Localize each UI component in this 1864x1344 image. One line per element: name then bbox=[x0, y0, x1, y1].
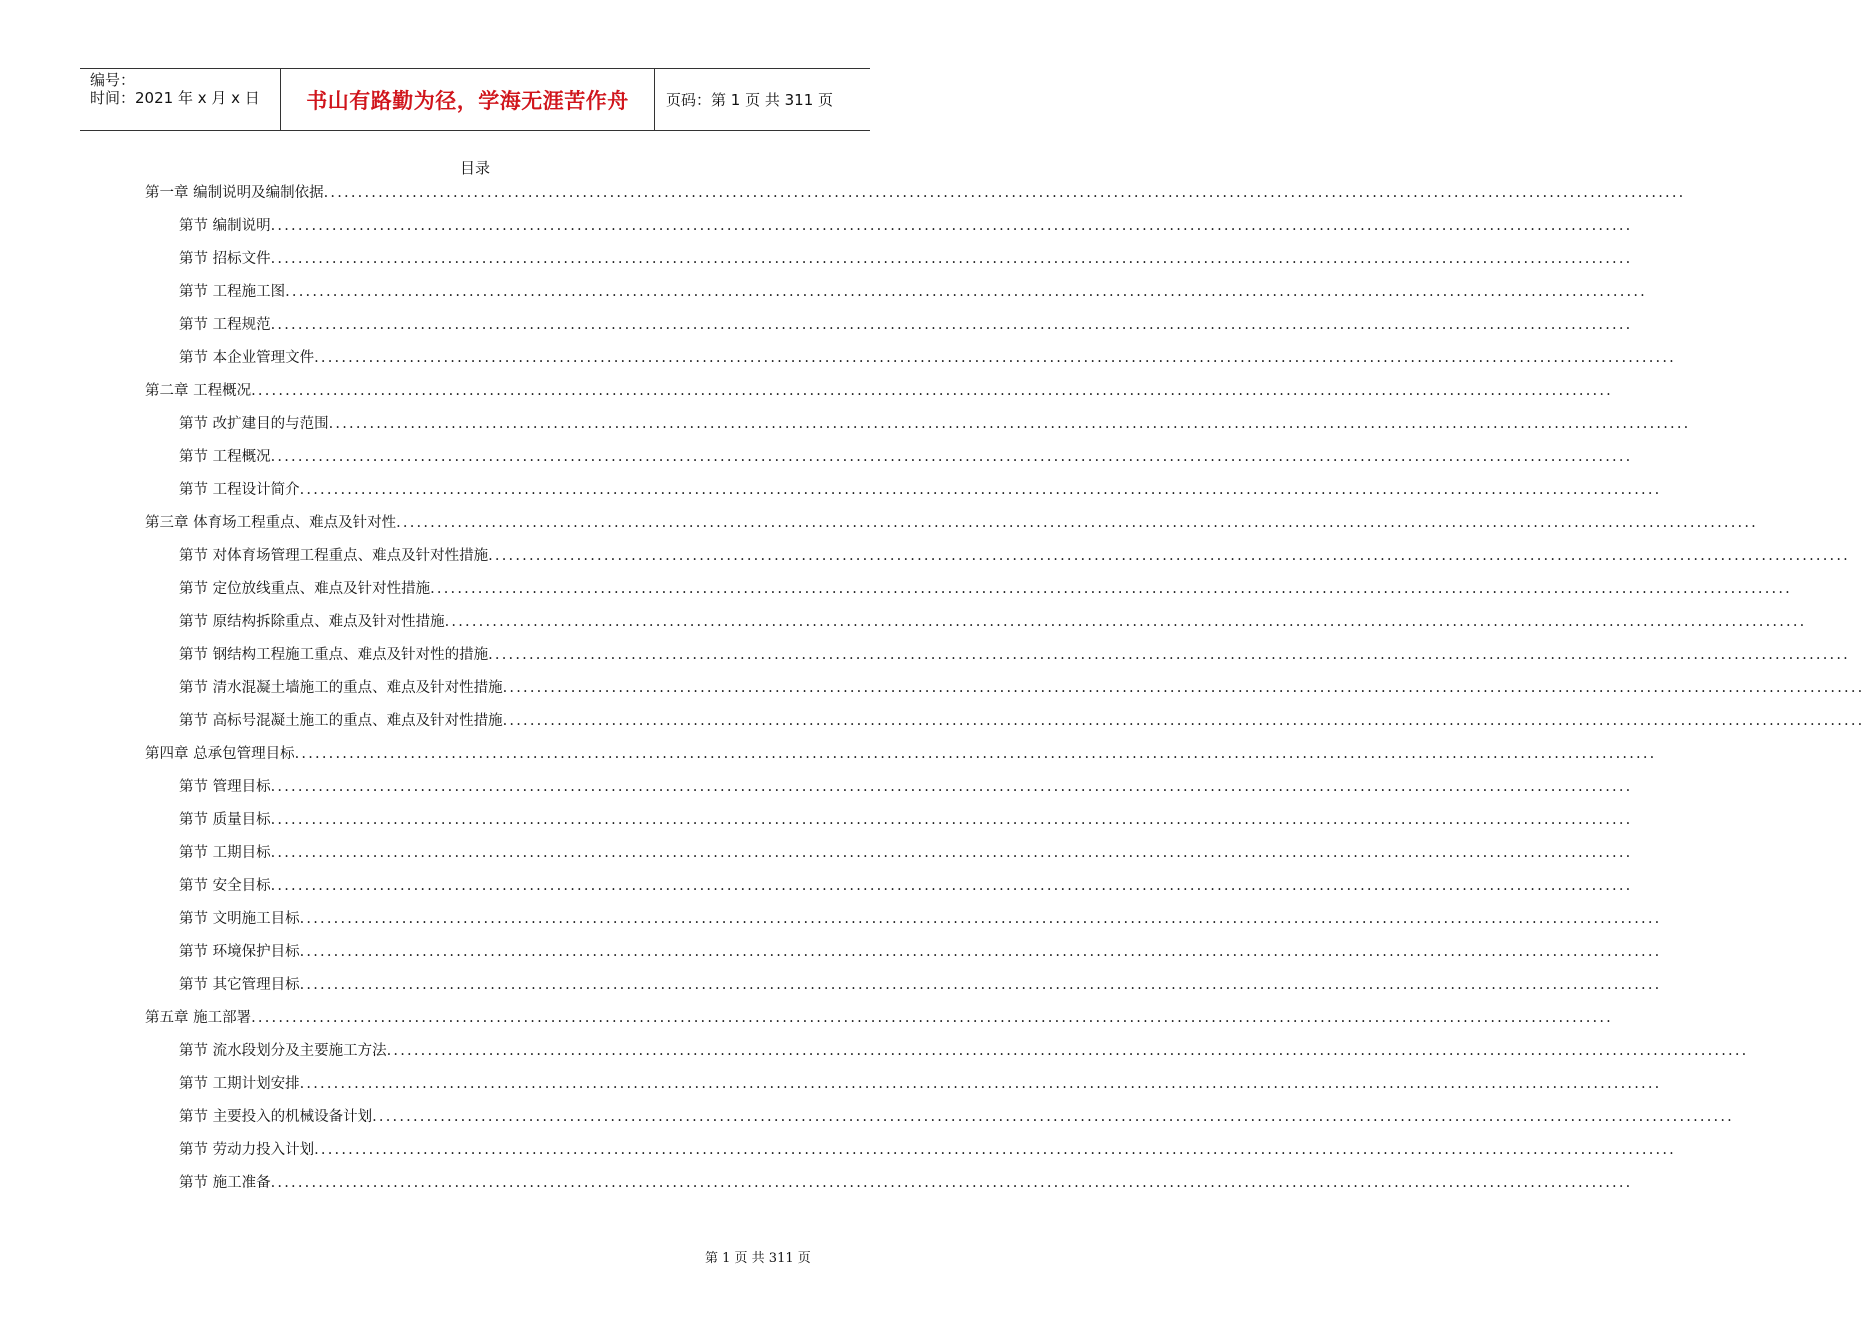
toc-entry-label: 第节 施工准备 bbox=[179, 1175, 271, 1191]
toc-leader-dots: ........................................................................................................................................................................................................ bbox=[314, 1142, 1676, 1158]
toc-entry-label: 第节 工程概况 bbox=[179, 449, 271, 465]
toc-entry-label: 第节 对体育场管理工程重点、难点及针对性措施 bbox=[179, 548, 489, 564]
toc-entry-label: 第四章 总承包管理目标 bbox=[145, 746, 295, 762]
toc-chapter-entry bbox=[145, 379, 1613, 401]
toc-leader-dots: ........................................................................................................................................................................................................ bbox=[270, 779, 1633, 795]
toc-section-entry bbox=[179, 412, 1691, 434]
toc-entry-label: 第节 高标号混凝土施工的重点、难点及针对性措施 bbox=[179, 713, 503, 729]
toc-section-entry bbox=[179, 808, 1633, 830]
toc-section-entry bbox=[179, 841, 1633, 863]
header-motto: 书山有路勤为径，学海无涯苦作舟 bbox=[306, 88, 629, 113]
toc-entry-label: 第节 工程规范 bbox=[179, 317, 271, 333]
toc-leader-dots: ........................................................................................................................................................................................................ bbox=[502, 713, 1864, 729]
header-meta-cell bbox=[80, 69, 281, 130]
toc-entry-label: 第五章 施工部署 bbox=[145, 1010, 252, 1026]
toc-section-entry bbox=[179, 1171, 1633, 1193]
toc-entry-label: 第节 工期目标 bbox=[179, 845, 271, 861]
toc-entry-label: 第节 管理目标 bbox=[179, 779, 271, 795]
toc-chapter-entry bbox=[145, 511, 1758, 533]
toc-leader-dots: ........................................................................................................................................................................................................ bbox=[270, 1175, 1633, 1191]
toc-leader-dots: ........................................................................................................................................................................................................ bbox=[299, 1076, 1662, 1092]
toc-leader-dots: ........................................................................................................................................................................................................ bbox=[488, 647, 1850, 663]
toc-section-entry bbox=[179, 445, 1633, 467]
header-motto-cell bbox=[281, 69, 655, 130]
toc-section-entry bbox=[179, 313, 1633, 335]
toc-section-entry bbox=[179, 610, 1807, 632]
toc-section-entry bbox=[179, 280, 1647, 302]
toc-section-entry bbox=[179, 676, 1864, 698]
toc-title: 目录 bbox=[459, 159, 490, 177]
toc-leader-dots: ........................................................................................................................................................................................................ bbox=[299, 482, 1662, 498]
toc-section-entry bbox=[179, 907, 1662, 929]
document-header bbox=[80, 68, 870, 131]
toc-leader-dots: ........................................................................................................................................................................................................ bbox=[294, 746, 1657, 762]
toc-entry-label: 第节 环境保护目标 bbox=[179, 944, 300, 960]
toc-leader-dots: ........................................................................................................................................................................................................ bbox=[270, 251, 1633, 267]
toc-leader-dots: ........................................................................................................................................................................................................ bbox=[270, 878, 1633, 894]
toc-entry-label: 第节 工程施工图 bbox=[179, 284, 286, 300]
toc-section-entry bbox=[179, 346, 1676, 368]
toc-entry-label: 第一章 编制说明及编制依据 bbox=[145, 185, 324, 201]
toc-leader-dots: ........................................................................................................................................................................................................ bbox=[299, 977, 1662, 993]
toc-entry-label: 第节 改扩建目的与范围 bbox=[179, 416, 329, 432]
toc-chapter-entry bbox=[145, 1006, 1613, 1028]
toc-entry-label: 第节 编制说明 bbox=[179, 218, 271, 234]
toc-leader-dots: ........................................................................................................................................................................................................ bbox=[444, 614, 1807, 630]
toc-leader-dots: ........................................................................................................................................................................................................ bbox=[502, 680, 1864, 696]
toc-section-entry bbox=[179, 214, 1633, 236]
toc-entry-label: 第节 劳动力投入计划 bbox=[179, 1142, 315, 1158]
toc-section-entry bbox=[179, 1039, 1749, 1061]
toc-leader-dots: ........................................................................................................................................................................................................ bbox=[270, 317, 1633, 333]
toc-section-entry bbox=[179, 544, 1850, 566]
toc-leader-dots: ........................................................................................................................................................................................................ bbox=[251, 383, 1613, 399]
toc-leader-dots: ........................................................................................................................................................................................................ bbox=[299, 911, 1662, 927]
toc-section-entry bbox=[179, 577, 1792, 599]
toc-leader-dots: ........................................................................................................................................................................................................ bbox=[488, 548, 1850, 564]
header-page-code: 页码：第 1 页 共 311 页 bbox=[666, 91, 834, 109]
toc-entry-label: 第节 文明施工目标 bbox=[179, 911, 300, 927]
toc-leader-dots: ........................................................................................................................................................................................................ bbox=[314, 350, 1676, 366]
toc-leader-dots: ........................................................................................................................................................................................................ bbox=[386, 1043, 1749, 1059]
toc-entry-label: 第节 主要投入的机械设备计划 bbox=[179, 1109, 373, 1125]
toc-chapter-entry bbox=[145, 181, 1686, 203]
toc-leader-dots: ........................................................................................................................................................................................................ bbox=[270, 449, 1633, 465]
toc-leader-dots: ........................................................................................................................................................................................................ bbox=[372, 1109, 1734, 1125]
toc-chapter-entry bbox=[145, 742, 1657, 764]
header-page-cell bbox=[655, 69, 870, 130]
toc-entry-label: 第节 其它管理目标 bbox=[179, 977, 300, 993]
toc-section-entry bbox=[179, 709, 1864, 731]
toc-section-entry bbox=[179, 478, 1662, 500]
toc-leader-dots: ........................................................................................................................................................................................................ bbox=[285, 284, 1647, 300]
toc-leader-dots: ........................................................................................................................................................................................................ bbox=[323, 185, 1686, 201]
toc-section-entry bbox=[179, 1138, 1676, 1160]
toc-leader-dots: ........................................................................................................................................................................................................ bbox=[270, 845, 1633, 861]
page-footer: 第 1 页 共 311 页 bbox=[705, 1251, 811, 1266]
toc-entry-label: 第节 工程设计简介 bbox=[179, 482, 300, 498]
toc-section-entry bbox=[179, 775, 1633, 797]
toc-entry-label: 第节 流水段划分及主要施工方法 bbox=[179, 1043, 387, 1059]
toc-leader-dots: ........................................................................................................................................................................................................ bbox=[270, 812, 1633, 828]
toc-leader-dots: ........................................................................................................................................................................................................ bbox=[328, 416, 1691, 432]
toc-entry-label: 第节 工期计划安排 bbox=[179, 1076, 300, 1092]
toc-section-entry bbox=[179, 643, 1850, 665]
toc-entry-label: 第节 本企业管理文件 bbox=[179, 350, 315, 366]
toc-section-entry bbox=[179, 874, 1633, 896]
toc-entry-label: 第节 安全目标 bbox=[179, 878, 271, 894]
toc-entry-label: 第节 原结构拆除重点、难点及针对性措施 bbox=[179, 614, 445, 630]
toc-leader-dots: ........................................................................................................................................................................................................ bbox=[251, 1010, 1613, 1026]
document-time: 时间：2021 年 x 月 x 日 bbox=[90, 89, 260, 107]
toc-entry-label: 第三章 体育场工程重点、难点及针对性 bbox=[145, 515, 397, 531]
document-number-label: 编号： bbox=[90, 71, 136, 89]
toc-entry-label: 第节 钢结构工程施工重点、难点及针对性的措施 bbox=[179, 647, 489, 663]
toc-leader-dots: ........................................................................................................................................................................................................ bbox=[430, 581, 1792, 597]
toc-entry-label: 第节 质量目标 bbox=[179, 812, 271, 828]
toc-entry-label: 第节 定位放线重点、难点及针对性措施 bbox=[179, 581, 431, 597]
toc-section-entry bbox=[179, 973, 1662, 995]
toc-leader-dots: ........................................................................................................................................................................................................ bbox=[299, 944, 1662, 960]
toc-section-entry bbox=[179, 1105, 1734, 1127]
toc-section-entry bbox=[179, 1072, 1662, 1094]
toc-entry-label: 第节 招标文件 bbox=[179, 251, 271, 267]
toc-leader-dots: ........................................................................................................................................................................................................ bbox=[396, 515, 1758, 531]
toc-section-entry bbox=[179, 940, 1662, 962]
toc-entry-label: 第二章 工程概况 bbox=[145, 383, 252, 399]
toc-section-entry bbox=[179, 247, 1633, 269]
toc-entry-label: 第节 清水混凝土墙施工的重点、难点及针对性措施 bbox=[179, 680, 503, 696]
toc-leader-dots: ........................................................................................................................................................................................................ bbox=[270, 218, 1633, 234]
